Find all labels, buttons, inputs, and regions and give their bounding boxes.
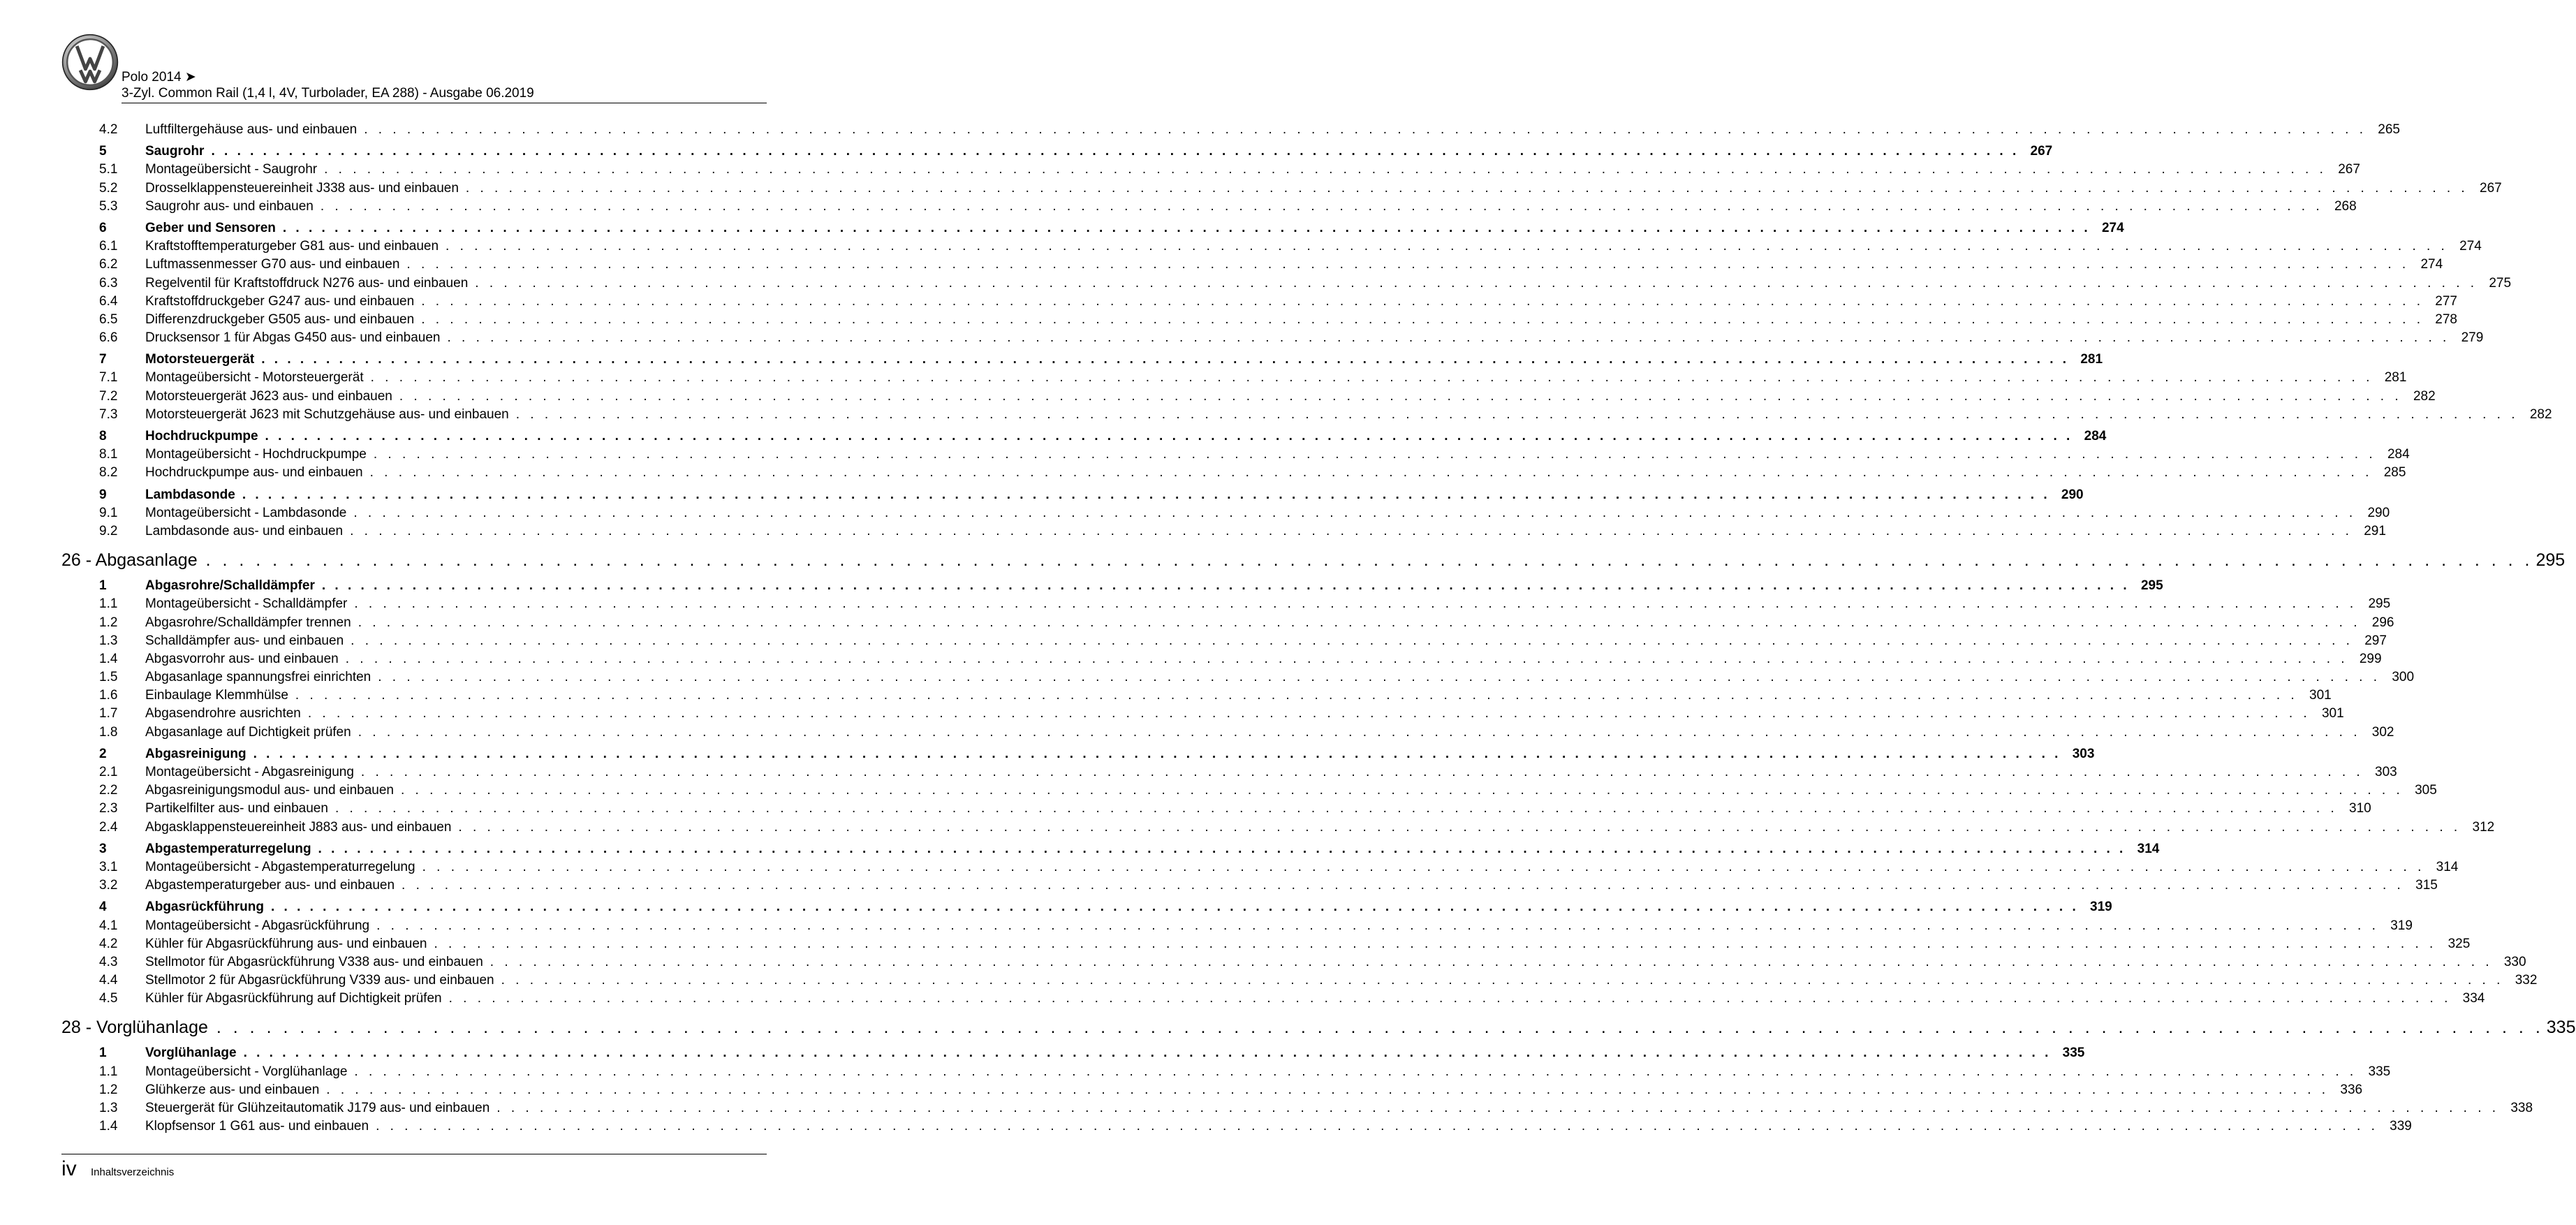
toc-entry-page: 295: [2535, 550, 2566, 571]
toc-entry-title: Abgasrückführung: [145, 900, 264, 915]
toc-entry-title: Abgastemperaturregelung: [145, 841, 311, 856]
toc-subsection-row[interactable]: [61, 971, 2538, 990]
toc-entry-title: Abgasendrohre ausrichten: [145, 706, 301, 721]
vw-logo-icon: [61, 34, 119, 91]
toc-entry-title: Abgasanlage spannungsfrei einrichten: [145, 670, 371, 685]
toc-entry-number: 1.2: [99, 1082, 118, 1097]
toc-entry-title: Lambdasonde aus- und einbauen: [145, 523, 344, 538]
toc-entry-number: 1.3: [99, 1101, 118, 1115]
toc-subsection-row[interactable]: [61, 369, 2407, 387]
toc-leader-dots: . . . . . . . . . . . . . . . . . . . . . . . . . . . . . . . . . . . . . . . . . . . . . . . . . . . . . . . . . . . . . . . . . . . . . . . . . . . . . . . . . . . . . . . . . . . . . . . . . . . . . . . . . . . . . . . . . . . . . . . . . . . . . . . . . . . . . . . . . . . .: [265, 429, 2073, 443]
toc-entry-page: 335: [2062, 1046, 2085, 1061]
toc-entry-number: 1: [99, 578, 107, 594]
toc-entry-title: Montageübersicht - Abgastemperaturregelung: [145, 859, 415, 874]
toc-entry-number: 5: [99, 144, 107, 159]
toc-entry-page: 267: [2338, 162, 2360, 177]
toc-entry-title: Kühler für Abgasrückführung auf Dichtigkeit prüfen: [145, 991, 442, 1006]
toc-entry-page: 332: [2515, 973, 2538, 988]
toc-entry-number: 4.4: [99, 973, 118, 988]
toc-entry-number: 4.3: [99, 954, 118, 969]
toc-entry-title: Stellmotor für Abgasrückführung V338 aus- und einbauen: [145, 954, 483, 969]
toc-subsection-row[interactable]: [61, 179, 2502, 198]
toc-subsection-row[interactable]: [61, 1063, 2391, 1081]
toc-entry-number: 8.2: [99, 465, 118, 481]
toc-entry-page: 299: [2359, 651, 2382, 666]
toc-leader-dots: . . . . . . . . . . . . . . . . . . . . . . . . . . . . . . . . . . . . . . . . . . . . . . . . . . . . . . . . . . . . . . . . . . . . . . . . . . . . . . . . . . . . . . . . . . . . . . . . . . . . . . . . . . . . . . . . . . . . . . . . . . . . . . . . . . . . . . . . . . . .: [422, 859, 2425, 874]
toc-subsection-row[interactable]: [61, 687, 2332, 705]
toc-entry-page: 319: [2390, 918, 2413, 933]
toc-leader-dots: . . . . . . . . . . . . . . . . . . . . . . . . . . . . . . . . . . . . . . . . . . . . . . . . . . . . . . . . . . . . . . . . . . . . . . . . . . . . . . . . . . . . . . . . . . . . . . . . . . . . . . . . . . . . . . . . . . . . . . . . . . . . . . . . . . . . . . . . . . . .: [358, 615, 2361, 630]
toc-subsection-row[interactable]: [61, 800, 2371, 818]
toc-leader-dots: . . . . . . . . . . . . . . . . . . . . . . . . . . . . . . . . . . . . . . . . . . . . . . . . . . . . . . . . . . . . . . . . . . . . . . . . . . . . . . . . . . . . . . . . . . . . . . . . . . . . . . . . . . . . . . . . . . . . . . . . . . . . . . . . . . . . . . . . . . . .: [270, 900, 2079, 915]
document-title: Polo 2014 ➤: [122, 70, 196, 85]
toc-entry-title: Hochdruckpumpe: [145, 429, 258, 443]
toc-leader-dots: . . . . . . . . . . . . . . . . . . . . . . . . . . . . . . . . . . . . . . . . . . . . . . . . . . . . . . . . . . . . . . . . . . . . . . . . . . . . . . . . . . . . . . . . . . . . . . . . . . . . . . . . . . . . . . . . . . . . . . . . . . . . . . . . . . . . . . . . . . . .: [242, 487, 2050, 502]
toc-entry-page: 268: [2334, 198, 2357, 214]
toc-subsection-row[interactable]: [61, 274, 2512, 293]
toc-subsection-row[interactable]: [61, 858, 2459, 876]
toc-subsection-row[interactable]: [61, 1117, 2412, 1136]
toc-entry-page: 295: [2368, 596, 2391, 612]
toc-entry-page: 314: [2137, 841, 2160, 856]
toc-leader-dots: . . . . . . . . . . . . . . . . . . . . . . . . . . . . . . . . . . . . . . . . . . . . . . . . . . . . . . . . . . . . . . . . . . . . . . . . . . . . . . . . . . . . . . . . . . . . . . . . . . . . . . . . . . . . . . . . . . . . . . . . . . . . . . . . . . . . . . . . . . . .: [205, 550, 2533, 571]
toc-entry-page: 279: [2461, 330, 2484, 346]
toc-subsection-row[interactable]: [61, 876, 2438, 895]
toc-entry-page: 277: [2435, 293, 2457, 309]
toc-leader-dots: . . . . . . . . . . . . . . . . . . . . . . . . . . . . . . . . . . . . . . . . . . . . . . . . . . . . . . . . . . . . . . . . . . . . . . . . . . . . . . . . . . . . . . . . . . . . . . . . . . . . . . . . . . . . . . . . . . . . . . . . . . . . . . . . . . . . . . . . . . . .: [253, 746, 2061, 761]
toc-entry-number: 1.4: [99, 651, 118, 666]
toc-leader-dots: . . . . . . . . . . . . . . . . . . . . . . . . . . . . . . . . . . . . . . . . . . . . . . . . . . . . . . . . . . . . . . . . . . . . . . . . . . . . . . . . . . . . . . . . . . . . . . . . . . . . . . . . . . . . . . . . . . . . . . . . . . . . . . . . . . . . . . . . . . . .: [421, 293, 2424, 309]
toc-entry-page: 330: [2503, 954, 2526, 969]
toc-entry-page: 338: [2510, 1101, 2533, 1115]
toc-entry-title: Montageübersicht - Abgasreinigung: [145, 765, 354, 779]
toc-entry-number: 7: [99, 352, 107, 367]
toc-leader-dots: . . . . . . . . . . . . . . . . . . . . . . . . . . . . . . . . . . . . . . . . . . . . . . . . . . . . . . . . . . . . . . . . . . . . . . . . . . . . . . . . . . . . . . . . . . . . . . . . . . . . . . . . . . . . . . . . . . . . . . . . . . . . . . . . . . . . . . . . . . . .: [369, 465, 2373, 481]
toc-subsection-row[interactable]: [61, 763, 2397, 782]
toc-entry-title: Montageübersicht - Motorsteuergerät: [145, 370, 364, 386]
toc-subsection-row[interactable]: [61, 161, 2360, 179]
toc-entry-page: 278: [2435, 311, 2457, 327]
toc-subsection-row[interactable]: [61, 237, 2482, 256]
toc-entry-number: 1.7: [99, 706, 118, 721]
toc-entry-title: Abgasklappensteuereinheit J883 aus- und einbauen: [145, 819, 452, 835]
toc-entry-number: 9: [99, 487, 107, 502]
toc-entry-page: 336: [2340, 1082, 2363, 1097]
toc-leader-dots: . . . . . . . . . . . . . . . . . . . . . . . . . . . . . . . . . . . . . . . . . . . . . . . . . . . . . . . . . . . . . . . . . . . . . . . . . . . . . . . . . . . . . . . . . . . . . . . . . . . . . . . . . . . . . . . . . . . . . . . . . . . . . . . . . . . . . . . . . . . .: [378, 670, 2381, 685]
toc-subsection-row[interactable]: [61, 782, 2437, 800]
toc-entry-number: 1: [99, 1046, 107, 1061]
toc-entry-page: 285: [2383, 465, 2406, 481]
toc-subsection-row[interactable]: [61, 917, 2413, 935]
toc-leader-dots: . . . . . . . . . . . . . . . . . . . . . . . . . . . . . . . . . . . . . . . . . . . . . . . . . . . . . . . . . . . . . . . . . . . . . . . . . . . . . . . . . . . . . . . . . . . . . . . . . . . . . . . . . . . . . . . . . . . . . . . . . . . . . . . . . . . . . . . . . . . .: [399, 388, 2402, 404]
toc-section-row[interactable]: [61, 427, 2107, 446]
toc-entry-number: 3: [99, 841, 107, 856]
toc-leader-dots: . . . . . . . . . . . . . . . . . . . . . . . . . . . . . . . . . . . . . . . . . . . . . . . . . . . . . . . . . . . . . . . . . . . . . . . . . . . . . . . . . . . . . . . . . . . . . . . . . . . . . . . . . . . . . . . . . . . . . . . . . . . . . . . . . . . . . . . . . . . .: [496, 1101, 2500, 1115]
toc-subsection-row[interactable]: [61, 388, 2436, 406]
toc-subsection-row[interactable]: [61, 724, 2394, 742]
toc-leader-dots: . . . . . . . . . . . . . . . . . . . . . . . . . . . . . . . . . . . . . . . . . . . . . . . . . . . . . . . . . . . . . . . . . . . . . . . . . . . . . . . . . . . . . . . . . . . . . . . . . . . . . . . . . . . . . . . . . . . . . . . . . . . . . . . . . . . . . . . . . . . .: [261, 352, 2070, 367]
toc-entry-title: Geber und Sensoren: [145, 220, 276, 235]
toc-entry-page: 303: [2375, 765, 2397, 779]
toc-entry-page: 291: [2364, 523, 2386, 538]
toc-entry-page: 290: [2061, 487, 2084, 502]
toc-entry-number: 9.1: [99, 505, 118, 520]
toc-entry-title: Saugrohr: [145, 144, 205, 159]
toc-leader-dots: . . . . . . . . . . . . . . . . . . . . . . . . . . . . . . . . . . . . . . . . . . . . . . . . . . . . . . . . . . . . . . . . . . . . . . . . . . . . . . . . . . . . . . . . . . . . . . . . . . . . . . . . . . . . . . . . . . . . . . . . . . . . . . . . . . . . . . . . . . . .: [321, 578, 2130, 594]
toc-entry-page: 281: [2384, 370, 2407, 386]
toc-leader-dots: . . . . . . . . . . . . . . . . . . . . . . . . . . . . . . . . . . . . . . . . . . . . . . . . . . . . . . . . . . . . . . . . . . . . . . . . . . . . . . . . . . . . . . . . . . . . . . . . . . . . . . . . . . . . . . . . . . . . . . . . . . . . . . . . . . . . . . . . . . . .: [458, 819, 2461, 835]
toc-entry-title: Kühler für Abgasrückführung aus- und einbauen: [145, 936, 427, 951]
toc-entry-number: 2.2: [99, 783, 118, 798]
toc-entry-title: Vorglühanlage: [145, 1046, 237, 1061]
toc-entry-number: 8: [99, 429, 107, 443]
toc-entry-number: 9.2: [99, 523, 118, 538]
toc-entry-page: 301: [2309, 688, 2332, 703]
toc-subsection-row[interactable]: [61, 504, 2390, 522]
toc-entry-number: 1.1: [99, 596, 118, 612]
toc-entry-title: Abgasvorrohr aus- und einbauen: [145, 651, 339, 666]
toc-entry-page: 267: [2480, 180, 2502, 196]
toc-entry-number: 5.2: [99, 180, 118, 196]
toc-subsection-row[interactable]: [61, 705, 2344, 723]
toc-leader-dots: . . . . . . . . . . . . . . . . . . . . . . . . . . . . . . . . . . . . . . . . . . . . . . . . . . . . . . . . . . . . . . . . . . . . . . . . . . . . . . . . . . . . . . . . . . . . . . . . . . . . . . . . . . . . . . . . . . . . . . . . . . . . . . . . . . . . . . . . . . . .: [515, 406, 2519, 422]
toc-entry-title: Montageübersicht - Abgasrückführung: [145, 918, 370, 933]
toc-subsection-row[interactable]: [61, 935, 2471, 953]
toc-entry-number: 1.6: [99, 688, 118, 703]
toc-subsection-row[interactable]: [61, 1099, 2533, 1117]
toc-entry-number: 7.2: [99, 388, 118, 404]
toc-subsection-row[interactable]: [61, 329, 2484, 347]
toc-entry-number: 2.3: [99, 801, 118, 816]
toc-entry-page: 295: [2140, 578, 2163, 594]
toc-entry-title: Regelventil für Kraftstoffdruck N276 aus- und einbauen: [145, 275, 469, 291]
toc-entry-title: Partikelfilter aus- und einbauen: [145, 801, 328, 816]
toc-entry-number: 4.2: [99, 122, 118, 137]
footer-label: Inhaltsverzeichnis: [91, 1166, 175, 1178]
toc-entry-number: 1.4: [99, 1119, 118, 1134]
toc-leader-dots: . . . . . . . . . . . . . . . . . . . . . . . . . . . . . . . . . . . . . . . . . . . . . . . . . . . . . . . . . . . . . . . . . . . . . . . . . . . . . . . . . . . . . . . . . . . . . . . . . . . . . . . . . . . . . . . . . . . . . . . . . . . . . . . . . . . . . . . . . . . .: [406, 257, 2410, 272]
toc-entry-page: 284: [2084, 429, 2107, 443]
toc-entry-number: 1.8: [99, 724, 118, 740]
toc-entry-title: Kraftstofftemperaturgeber G81 aus- und einbauen: [145, 239, 439, 254]
toc-leader-dots: . . . . . . . . . . . . . . . . . . . . . . . . . . . . . . . . . . . . . . . . . . . . . . . . . . . . . . . . . . . . . . . . . . . . . . . . . . . . . . . . . . . . . . . . . . . . . . . . . . . . . . . . . . . . . . . . . . . . . . . . . . . . . . . . . . . . . . . . . . . .: [434, 936, 2437, 951]
toc-entry-title: Montageübersicht - Saugrohr: [145, 162, 318, 177]
toc-entry-page: 335: [2368, 1064, 2391, 1079]
toc-entry-page: 302: [2371, 724, 2394, 740]
toc-entry-title: Abgasrohre/Schalldämpfer: [145, 578, 315, 594]
toc-entry-page: 312: [2472, 819, 2495, 835]
toc-leader-dots: . . . . . . . . . . . . . . . . . . . . . . . . . . . . . . . . . . . . . . . . . . . . . . . . . . . . . . . . . . . . . . . . . . . . . . . . . . . . . . . . . . . . . . . . . . . . . . . . . . . . . . . . . . . . . . . . . . . . . . . . . . . . . . . . . . . . . . . . . . . .: [354, 596, 2357, 612]
toc-entry-page: 305: [2415, 783, 2437, 798]
toc-entry-number: 5.3: [99, 198, 118, 214]
toc-entry-title: Hochdruckpumpe aus- und einbauen: [145, 465, 363, 481]
toc-entry-page: 296: [2371, 615, 2394, 630]
toc-subsection-row[interactable]: [61, 668, 2415, 687]
toc-entry-page: 265: [2378, 122, 2400, 137]
toc-section-row[interactable]: [61, 486, 2084, 504]
toc-entry-page: 301: [2321, 706, 2344, 721]
toc-leader-dots: . . . . . . . . . . . . . . . . . . . . . . . . . . . . . . . . . . . . . . . . . . . . . . . . . . . . . . . . . . . . . . . . . . . . . . . . . . . . . . . . . . . . . . . . . . . . . . . . . . . . . . . . . . . . . . . . . . . . . . . . . . . . . . . . . . . . . . . . . . . .: [324, 162, 2327, 177]
toc-entry-number: 6.1: [99, 239, 118, 254]
toc-leader-dots: . . . . . . . . . . . . . . . . . . . . . . . . . . . . . . . . . . . . . . . . . . . . . . . . . . . . . . . . . . . . . . . . . . . . . . . . . . . . . . . . . . . . . . . . . . . . . . . . . . . . . . . . . . . . . . . . . . . . . . . . . . . . . . . . . . . . . . . . . . . .: [353, 505, 2357, 520]
toc-section-row[interactable]: [61, 142, 2053, 161]
toc-leader-dots: . . . . . . . . . . . . . . . . . . . . . . . . . . . . . . . . . . . . . . . . . . . . . . . . . . . . . . . . . . . . . . . . . . . . . . . . . . . . . . . . . . . . . . . . . . . . . . . . . . . . . . . . . . . . . . . . . . . . . . . . . . . . . . . . . . . . . . . . . . . .: [465, 180, 2468, 196]
toc-section-row[interactable]: [61, 351, 2103, 369]
toc-entry-page: 284: [2387, 447, 2410, 462]
toc-section-row[interactable]: [61, 745, 2095, 763]
toc-subsection-row[interactable]: [61, 632, 2387, 650]
document-subtitle: 3-Zyl. Common Rail (1,4 l, 4V, Turbolader, EA 288) - Ausgabe 06.2019: [122, 86, 534, 101]
toc-entry-title: Einbaulage Klemmhülse: [145, 688, 288, 703]
toc-entry-number: 6.2: [99, 257, 118, 272]
toc-entry-title: Differenzdruckgeber G505 aus- und einbauen: [145, 311, 415, 327]
toc-entry-number: 4.2: [99, 936, 118, 951]
toc-entry-title: Glühkerze aus- und einbauen: [145, 1082, 320, 1097]
toc-subsection-row[interactable]: [61, 1081, 2363, 1099]
toc-subsection-row[interactable]: [61, 121, 2400, 139]
toc-entry-page: 267: [2030, 144, 2053, 159]
toc-entry-page: 334: [2462, 991, 2485, 1006]
toc-leader-dots: . . . . . . . . . . . . . . . . . . . . . . . . . . . . . . . . . . . . . . . . . . . . . . . . . . . . . . . . . . . . . . . . . . . . . . . . . . . . . . . . . . . . . . . . . . . . . . . . . . . . . . . . . . . . . . . . . . . . . . . . . . . . . . . . . . . . . . . . . . . .: [364, 122, 2367, 137]
toc-entry-page: 297: [2364, 633, 2387, 648]
toc-leader-dots: . . . . . . . . . . . . . . . . . . . . . . . . . . . . . . . . . . . . . . . . . . . . . . . . . . . . . . . . . . . . . . . . . . . . . . . . . . . . . . . . . . . . . . . . . . . . . . . . . . . . . . . . . . . . . . . . . . . . . . . . . . . . . . . . . . . . . . . . . . . .: [475, 275, 2478, 291]
toc-leader-dots: . . . . . . . . . . . . . . . . . . . . . . . . . . . . . . . . . . . . . . . . . . . . . . . . . . . . . . . . . . . . . . . . . . . . . . . . . . . . . . . . . . . . . . . . . . . . . . . . . . . . . . . . . . . . . . . . . . . . . . . . . . . . . . . . . . . . . . . . . . . .: [326, 1082, 2330, 1097]
toc-leader-dots: . . . . . . . . . . . . . . . . . . . . . . . . . . . . . . . . . . . . . . . . . . . . . . . . . . . . . . . . . . . . . . . . . . . . . . . . . . . . . . . . . . . . . . . . . . . . . . . . . . . . . . . . . . . . . . . . . . . . . . . . . . . . . . . . . . . . . . . . . . . .: [295, 688, 2298, 703]
toc-entry-title: Motorsteuergerät J623 mit Schutzgehäuse aus- und einbauen: [145, 406, 509, 422]
toc-subsection-row[interactable]: [61, 293, 2457, 311]
toc-entry-page: 314: [2436, 859, 2459, 874]
toc-entry-number: 1.5: [99, 670, 118, 685]
toc-section-row[interactable]: [61, 219, 2124, 237]
toc-leader-dots: . . . . . . . . . . . . . . . . . . . . . . . . . . . . . . . . . . . . . . . . . . . . . . . . . . . . . . . . . . . . . . . . . . . . . . . . . . . . . . . . . . . . . . . . . . . . . . . . . . . . . . . . . . . . . . . . . . . . . . . . . . . . . . . . . . . . . . . . . . . .: [373, 447, 2376, 462]
toc-leader-dots: . . . . . . . . . . . . . . . . . . . . . . . . . . . . . . . . . . . . . . . . . . . . . . . . . . . . . . . . . . . . . . . . . . . . . . . . . . . . . . . . . . . . . . . . . . . . . . . . . . . . . . . . . . . . . . . . . . . . . . . . . . . . . . . . . . . . . . . . . . . .: [334, 801, 2338, 816]
toc-entry-number: 4.5: [99, 991, 118, 1006]
toc-subsection-row[interactable]: [61, 311, 2457, 329]
toc-entry-title: Saugrohr aus- und einbauen: [145, 198, 314, 214]
toc-subsection-row[interactable]: [61, 256, 2443, 274]
toc-subsection-row[interactable]: [61, 595, 2391, 613]
toc-entry-title: Montageübersicht - Vorglühanlage: [145, 1064, 348, 1079]
toc-leader-dots: . . . . . . . . . . . . . . . . . . . . . . . . . . . . . . . . . . . . . . . . . . . . . . . . . . . . . . . . . . . . . . . . . . . . . . . . . . . . . . . . . . . . . . . . . . . . . . . . . . . . . . . . . . . . . . . . . . . . . . . . . . . . . . . . . . . . . . . . . . . .: [216, 1018, 2544, 1038]
toc-entry-page: 315: [2415, 878, 2438, 893]
toc-entry-title: Montageübersicht - Schalldämpfer: [145, 596, 348, 612]
toc-leader-dots: . . . . . . . . . . . . . . . . . . . . . . . . . . . . . . . . . . . . . . . . . . . . . . . . . . . . . . . . . . . . . . . . . . . . . . . . . . . . . . . . . . . . . . . . . . . . . . . . . . . . . . . . . . . . . . . . . . . . . . . . . . . . . . . . . . . . . . . . . . . .: [370, 370, 2373, 386]
toc-entry-number: 3.1: [99, 859, 118, 874]
toc-entry-page: 274: [2459, 239, 2482, 254]
toc-entry-number: 2.1: [99, 765, 118, 779]
toc-entry-title: Montageübersicht - Hochdruckpumpe: [145, 447, 367, 462]
toc-entry-title: Schalldämpfer aus- und einbauen: [145, 633, 344, 648]
toc-entry-number: 8.1: [99, 447, 118, 462]
toc-subsection-row[interactable]: [61, 990, 2485, 1008]
toc-entry-page: 339: [2390, 1119, 2412, 1134]
toc-entry-page: 319: [2090, 900, 2112, 915]
toc-leader-dots: . . . . . . . . . . . . . . . . . . . . . . . . . . . . . . . . . . . . . . . . . . . . . . . . . . . . . . . . . . . . . . . . . . . . . . . . . . . . . . . . . . . . . . . . . . . . . . . . . . . . . . . . . . . . . . . . . . . . . . . . . . . . . . . . . . . . . . . . . . . .: [351, 633, 2353, 648]
toc-leader-dots: . . . . . . . . . . . . . . . . . . . . . . . . . . . . . . . . . . . . . . . . . . . . . . . . . . . . . . . . . . . . . . . . . . . . . . . . . . . . . . . . . . . . . . . . . . . . . . . . . . . . . . . . . . . . . . . . . . . . . . . . . . . . . . . . . . . . . . . . . . . .: [448, 991, 2452, 1006]
toc-leader-dots: . . . . . . . . . . . . . . . . . . . . . . . . . . . . . . . . . . . . . . . . . . . . . . . . . . . . . . . . . . . . . . . . . . . . . . . . . . . . . . . . . . . . . . . . . . . . . . . . . . . . . . . . . . . . . . . . . . . . . . . . . . . . . . . . . . . . . . . . . . . .: [354, 1064, 2357, 1079]
toc-entry-number: 6.4: [99, 293, 118, 309]
toc-section-row[interactable]: [61, 898, 2112, 916]
toc-entry-number: 2.4: [99, 819, 118, 835]
toc-entry-number: 5.1: [99, 162, 118, 177]
toc-entry-title: Montageübersicht - Lambdasonde: [145, 505, 347, 520]
toc-leader-dots: . . . . . . . . . . . . . . . . . . . . . . . . . . . . . . . . . . . . . . . . . . . . . . . . . . . . . . . . . . . . . . . . . . . . . . . . . . . . . . . . . . . . . . . . . . . . . . . . . . . . . . . . . . . . . . . . . . . . . . . . . . . . . . . . . . . . . . . . . . . .: [282, 220, 2091, 235]
toc-leader-dots: . . . . . . . . . . . . . . . . . . . . . . . . . . . . . . . . . . . . . . . . . . . . . . . . . . . . . . . . . . . . . . . . . . . . . . . . . . . . . . . . . . . . . . . . . . . . . . . . . . . . . . . . . . . . . . . . . . . . . . . . . . . . . . . . . . . . . . . . . . . .: [376, 918, 2379, 933]
toc-entry-title: Abgastemperaturgeber aus- und einbauen: [145, 878, 395, 893]
toc-entry-title: Drucksensor 1 für Abgas G450 aus- und einbauen: [145, 330, 441, 346]
toc-section-row[interactable]: [61, 1044, 2085, 1062]
toc-subsection-row[interactable]: [61, 464, 2406, 482]
toc-chapter-row[interactable]: [61, 1014, 2576, 1041]
toc-leader-dots: . . . . . . . . . . . . . . . . . . . . . . . . . . . . . . . . . . . . . . . . . . . . . . . . . . . . . . . . . . . . . . . . . . . . . . . . . . . . . . . . . . . . . . . . . . . . . . . . . . . . . . . . . . . . . . . . . . . . . . . . . . . . . . . . . . . . . . . . . . . .: [211, 144, 2019, 159]
toc-entry-title: Klopfsensor 1 G61 aus- und einbauen: [145, 1119, 369, 1134]
toc-entry-title: Steuergerät für Glühzeitautomatik J179 aus- und einbauen: [145, 1101, 490, 1115]
toc-leader-dots: . . . . . . . . . . . . . . . . . . . . . . . . . . . . . . . . . . . . . . . . . . . . . . . . . . . . . . . . . . . . . . . . . . . . . . . . . . . . . . . . . . . . . . . . . . . . . . . . . . . . . . . . . . . . . . . . . . . . . . . . . . . . . . . . . . . . . . . . . . . .: [447, 330, 2450, 346]
toc-leader-dots: . . . . . . . . . . . . . . . . . . . . . . . . . . . . . . . . . . . . . . . . . . . . . . . . . . . . . . . . . . . . . . . . . . . . . . . . . . . . . . . . . . . . . . . . . . . . . . . . . . . . . . . . . . . . . . . . . . . . . . . . . . . . . . . . . . . . . . . . . . . .: [243, 1046, 2052, 1061]
toc-entry-title: Luftmassenmesser G70 aus- und einbauen: [145, 257, 400, 272]
toc-entry-title: Motorsteuergerät: [145, 352, 255, 367]
toc-entry-number: 6.6: [99, 330, 118, 346]
toc-entry-title: 26 - Abgasanlage: [61, 550, 198, 571]
toc-leader-dots: . . . . . . . . . . . . . . . . . . . . . . . . . . . . . . . . . . . . . . . . . . . . . . . . . . . . . . . . . . . . . . . . . . . . . . . . . . . . . . . . . . . . . . . . . . . . . . . . . . . . . . . . . . . . . . . . . . . . . . . . . . . . . . . . . . . . . . . . . . . .: [345, 651, 2348, 666]
toc-entry-page: 300: [2392, 670, 2415, 685]
toc-section-row[interactable]: [61, 840, 2160, 858]
toc-entry-title: Motorsteuergerät J623 aus- und einbauen: [145, 388, 392, 404]
toc-leader-dots: . . . . . . . . . . . . . . . . . . . . . . . . . . . . . . . . . . . . . . . . . . . . . . . . . . . . . . . . . . . . . . . . . . . . . . . . . . . . . . . . . . . . . . . . . . . . . . . . . . . . . . . . . . . . . . . . . . . . . . . . . . . . . . . . . . . . . . . . . . . .: [490, 954, 2493, 969]
toc-entry-page: 282: [2413, 388, 2436, 404]
toc-leader-dots: . . . . . . . . . . . . . . . . . . . . . . . . . . . . . . . . . . . . . . . . . . . . . . . . . . . . . . . . . . . . . . . . . . . . . . . . . . . . . . . . . . . . . . . . . . . . . . . . . . . . . . . . . . . . . . . . . . . . . . . . . . . . . . . . . . . . . . . . . . . .: [320, 198, 2323, 214]
toc-entry-page: 281: [2080, 352, 2103, 367]
toc-entry-number: 6.3: [99, 275, 118, 291]
toc-entry-title: Kraftstoffdruckgeber G247 aus- und einbauen: [145, 293, 415, 309]
toc-entry-number: 1.3: [99, 633, 118, 648]
toc-entry-page: 274: [2101, 220, 2124, 235]
footer-page-number: iv: [61, 1157, 77, 1180]
toc-leader-dots: . . . . . . . . . . . . . . . . . . . . . . . . . . . . . . . . . . . . . . . . . . . . . . . . . . . . . . . . . . . . . . . . . . . . . . . . . . . . . . . . . . . . . . . . . . . . . . . . . . . . . . . . . . . . . . . . . . . . . . . . . . . . . . . . . . . . . . . . . . . .: [421, 311, 2424, 327]
toc-entry-page: 275: [2489, 275, 2512, 291]
toc-entry-page: 274: [2420, 257, 2443, 272]
toc-chapter-row[interactable]: [61, 547, 2566, 573]
toc-subsection-row[interactable]: [61, 446, 2410, 464]
toc-entry-title: Abgasanlage auf Dichtigkeit prüfen: [145, 724, 351, 740]
toc-entry-number: 4.1: [99, 918, 118, 933]
toc-entry-title: Abgasrohre/Schalldämpfer trennen: [145, 615, 351, 630]
toc-subsection-row[interactable]: [61, 406, 2552, 424]
toc-entry-title: Luftfiltergehäuse aus- und einbauen: [145, 122, 358, 137]
table-of-contents: [61, 121, 2576, 1136]
toc-entry-page: 290: [2367, 505, 2390, 520]
toc-leader-dots: . . . . . . . . . . . . . . . . . . . . . . . . . . . . . . . . . . . . . . . . . . . . . . . . . . . . . . . . . . . . . . . . . . . . . . . . . . . . . . . . . . . . . . . . . . . . . . . . . . . . . . . . . . . . . . . . . . . . . . . . . . . . . . . . . . . . . . . . . . . .: [318, 841, 2126, 856]
toc-entry-number: 7.1: [99, 370, 118, 386]
toc-entry-page: 325: [2448, 936, 2471, 951]
toc-section-row[interactable]: [61, 577, 2163, 595]
toc-subsection-row[interactable]: [61, 819, 2495, 837]
toc-entry-title: Abgasreinigungsmodul aus- und einbauen: [145, 783, 394, 798]
toc-leader-dots: . . . . . . . . . . . . . . . . . . . . . . . . . . . . . . . . . . . . . . . . . . . . . . . . . . . . . . . . . . . . . . . . . . . . . . . . . . . . . . . . . . . . . . . . . . . . . . . . . . . . . . . . . . . . . . . . . . . . . . . . . . . . . . . . . . . . . . . . . . . .: [400, 783, 2404, 798]
toc-entry-number: 1.1: [99, 1064, 118, 1079]
toc-entry-number: 4: [99, 900, 107, 915]
toc-entry-title: Stellmotor 2 für Abgasrückführung V339 aus- und einbauen: [145, 973, 494, 988]
toc-subsection-row[interactable]: [61, 198, 2357, 216]
toc-entry-number: 2: [99, 746, 107, 761]
toc-entry-page: 310: [2349, 801, 2371, 816]
toc-entry-title: Lambdasonde: [145, 487, 235, 502]
toc-subsection-row[interactable]: [61, 650, 2382, 668]
toc-entry-page: 335: [2546, 1018, 2576, 1038]
toc-entry-number: 6.5: [99, 311, 118, 327]
toc-entry-title: Abgasreinigung: [145, 746, 246, 761]
toc-leader-dots: . . . . . . . . . . . . . . . . . . . . . . . . . . . . . . . . . . . . . . . . . . . . . . . . . . . . . . . . . . . . . . . . . . . . . . . . . . . . . . . . . . . . . . . . . . . . . . . . . . . . . . . . . . . . . . . . . . . . . . . . . . . . . . . . . . . . . . . . . . . .: [402, 878, 2404, 893]
toc-entry-page: 282: [2529, 406, 2552, 422]
page-header: [61, 34, 767, 103]
toc-subsection-row[interactable]: [61, 614, 2394, 632]
toc-leader-dots: . . . . . . . . . . . . . . . . . . . . . . . . . . . . . . . . . . . . . . . . . . . . . . . . . . . . . . . . . . . . . . . . . . . . . . . . . . . . . . . . . . . . . . . . . . . . . . . . . . . . . . . . . . . . . . . . . . . . . . . . . . . . . . . . . . . . . . . . . . . .: [446, 239, 2448, 254]
toc-entry-title: 28 - Vorglühanlage: [61, 1018, 208, 1038]
toc-leader-dots: . . . . . . . . . . . . . . . . . . . . . . . . . . . . . . . . . . . . . . . . . . . . . . . . . . . . . . . . . . . . . . . . . . . . . . . . . . . . . . . . . . . . . . . . . . . . . . . . . . . . . . . . . . . . . . . . . . . . . . . . . . . . . . . . . . . . . . . . . . . .: [501, 973, 2504, 988]
toc-leader-dots: . . . . . . . . . . . . . . . . . . . . . . . . . . . . . . . . . . . . . . . . . . . . . . . . . . . . . . . . . . . . . . . . . . . . . . . . . . . . . . . . . . . . . . . . . . . . . . . . . . . . . . . . . . . . . . . . . . . . . . . . . . . . . . . . . . . . . . . . . . . .: [358, 724, 2361, 740]
toc-subsection-row[interactable]: [61, 522, 2386, 541]
toc-entry-number: 7.3: [99, 406, 118, 422]
toc-leader-dots: . . . . . . . . . . . . . . . . . . . . . . . . . . . . . . . . . . . . . . . . . . . . . . . . . . . . . . . . . . . . . . . . . . . . . . . . . . . . . . . . . . . . . . . . . . . . . . . . . . . . . . . . . . . . . . . . . . . . . . . . . . . . . . . . . . . . . . . . . . . .: [350, 523, 2353, 538]
toc-entry-page: 303: [2072, 746, 2095, 761]
toc-leader-dots: . . . . . . . . . . . . . . . . . . . . . . . . . . . . . . . . . . . . . . . . . . . . . . . . . . . . . . . . . . . . . . . . . . . . . . . . . . . . . . . . . . . . . . . . . . . . . . . . . . . . . . . . . . . . . . . . . . . . . . . . . . . . . . . . . . . . . . . . . . . .: [376, 1119, 2378, 1134]
toc-leader-dots: . . . . . . . . . . . . . . . . . . . . . . . . . . . . . . . . . . . . . . . . . . . . . . . . . . . . . . . . . . . . . . . . . . . . . . . . . . . . . . . . . . . . . . . . . . . . . . . . . . . . . . . . . . . . . . . . . . . . . . . . . . . . . . . . . . . . . . . . . . . .: [360, 765, 2364, 779]
toc-subsection-row[interactable]: [61, 953, 2526, 971]
toc-leader-dots: . . . . . . . . . . . . . . . . . . . . . . . . . . . . . . . . . . . . . . . . . . . . . . . . . . . . . . . . . . . . . . . . . . . . . . . . . . . . . . . . . . . . . . . . . . . . . . . . . . . . . . . . . . . . . . . . . . . . . . . . . . . . . . . . . . . . . . . . . . . .: [307, 706, 2311, 721]
toc-entry-number: 1.2: [99, 615, 118, 630]
toc-entry-title: Drosselklappensteuereinheit J338 aus- und einbauen: [145, 180, 459, 196]
toc-entry-number: 3.2: [99, 878, 118, 893]
toc-entry-number: 6: [99, 220, 107, 235]
